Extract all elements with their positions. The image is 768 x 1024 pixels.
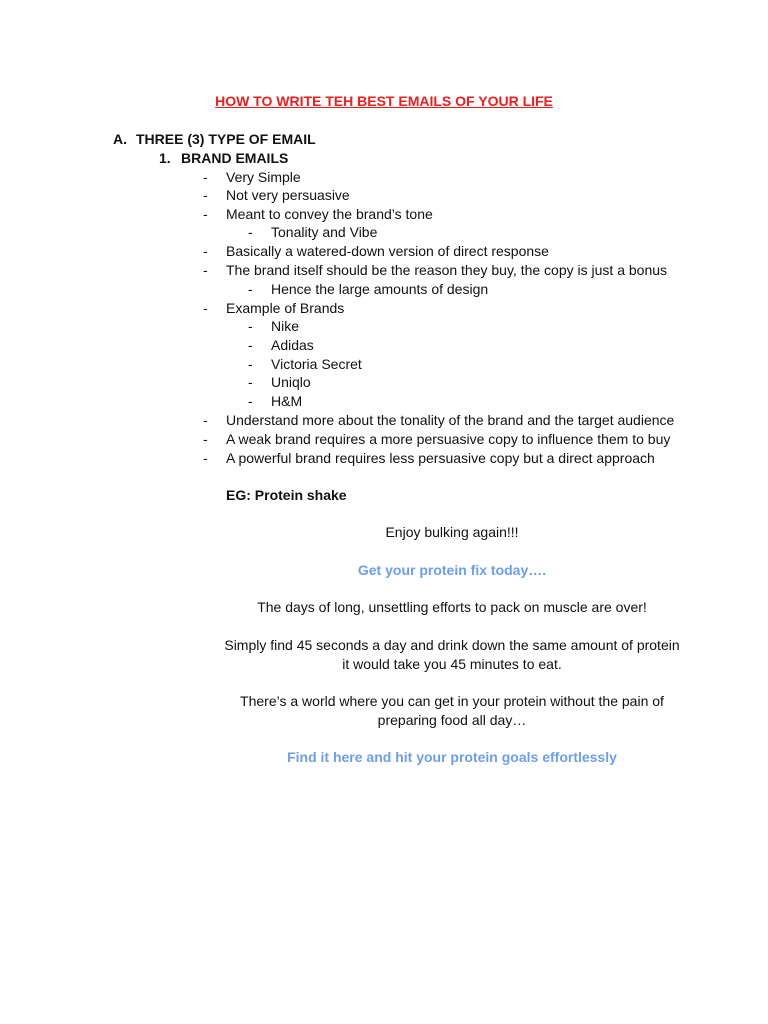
bullet-dash: -	[203, 262, 208, 278]
bullet-text: A weak brand requires a more persuasive copy to influence them to buy	[226, 431, 671, 447]
email-line: Enjoy bulking again!!!	[385, 524, 519, 540]
sub-bullet-text: H&M	[271, 393, 303, 409]
bullet-text: Basically a watered-down version of direct response	[226, 243, 549, 259]
sub-bullet-text: Nike	[271, 318, 300, 334]
section-a-heading: THREE (3) TYPE OF EMAIL	[136, 131, 316, 147]
bullet-dash: -	[203, 431, 208, 447]
email-paragraph: Simply find 45 seconds a day and drink down the same amount of protein it would take you 45 minutes to eat.	[224, 637, 680, 672]
bullet-text: A powerful brand requires less persuasive copy but a direct approach	[226, 450, 655, 466]
sub-bullet-dash: -	[248, 393, 253, 409]
email-link[interactable]: Get your protein fix today….	[357, 562, 547, 578]
sub-bullet-dash: -	[248, 356, 253, 372]
bullet-dash: -	[203, 450, 208, 466]
sub-bullet-dash: -	[248, 337, 253, 353]
sub-bullet-text: Uniqlo	[271, 374, 311, 390]
sub-bullet-dash: -	[248, 281, 253, 297]
email-link[interactable]: Find it here and hit your protein goals effortlessly	[287, 749, 617, 765]
bullet-dash: -	[203, 187, 208, 203]
bullet-text: Understand more about the tonality of the brand and the target audience	[226, 412, 675, 428]
sub-bullet-text: Tonality and Vibe	[271, 224, 378, 240]
bullet-text: Very Simple	[226, 169, 301, 185]
sub-bullet-text: Adidas	[271, 337, 314, 353]
bullet-dash: -	[203, 412, 208, 428]
sub-bullet-dash: -	[248, 374, 253, 390]
document-title: HOW TO WRITE TEH BEST EMAILS OF YOUR LIFE	[215, 93, 553, 109]
email-line: The days of long, unsettling efforts to pack on muscle are over!	[257, 599, 647, 615]
section-a-marker: A.	[113, 131, 127, 147]
bullet-dash: -	[203, 169, 208, 185]
bullet-dash: -	[203, 243, 208, 259]
bullet-text: Meant to convey the brand’s tone	[226, 206, 433, 222]
sub-bullet-text: Victoria Secret	[271, 356, 362, 372]
bullet-dash: -	[203, 300, 208, 316]
email-paragraph: There’s a world where you can get in your protein without the pain of preparing food all day…	[240, 693, 664, 728]
bullet-text: Not very persuasive	[226, 187, 350, 203]
bullet-dash: -	[203, 206, 208, 222]
sub-bullet-text: Hence the large amounts of design	[271, 281, 489, 297]
bullet-text: The brand itself should be the reason they buy, the copy is just a bonus	[226, 262, 668, 278]
example-heading: EG: Protein shake	[226, 487, 347, 503]
sub-bullet-dash: -	[248, 318, 253, 334]
bullet-text: Example of Brands	[226, 300, 345, 316]
item-1-heading: BRAND EMAILS	[181, 150, 289, 166]
sub-bullet-dash: -	[248, 224, 253, 240]
item-1-marker: 1.	[159, 150, 171, 166]
